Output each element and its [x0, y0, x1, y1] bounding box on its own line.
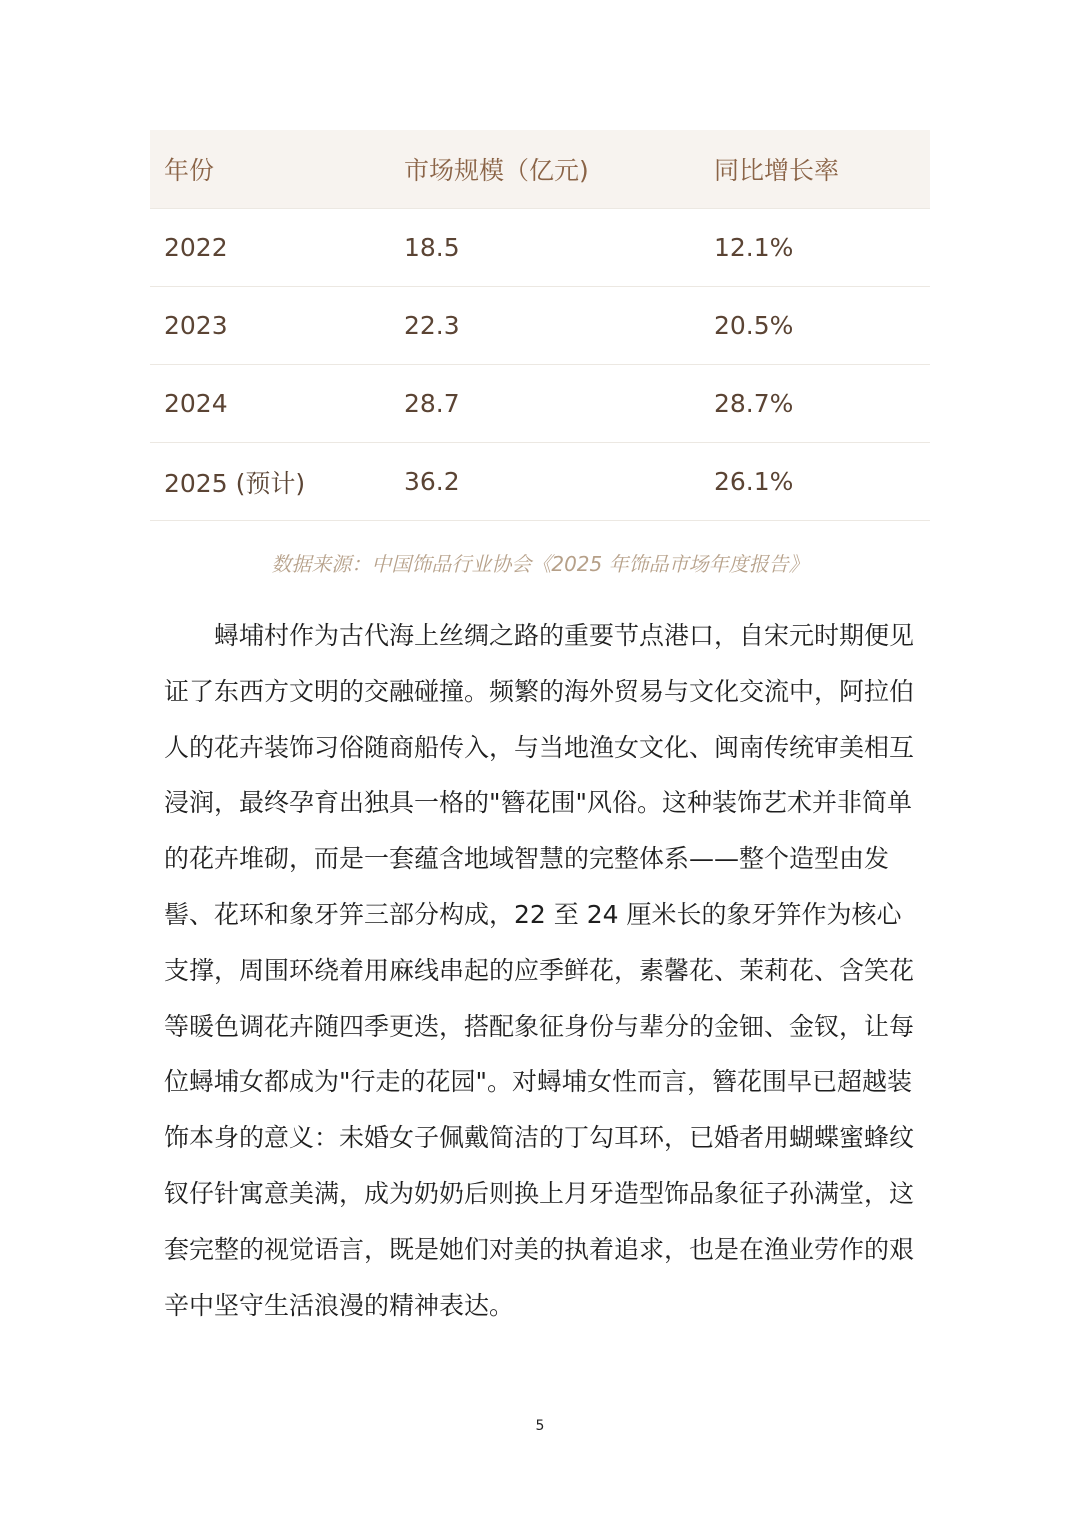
cell-market-size: 22.3 — [390, 287, 700, 365]
cell-growth-rate: 12.1% — [700, 209, 930, 287]
table-row — [150, 365, 930, 443]
table-row — [150, 443, 930, 521]
cell-growth-rate: 26.1% — [700, 443, 930, 521]
table-header-row — [150, 130, 930, 209]
cell-growth-rate: 20.5% — [700, 287, 930, 365]
cell-growth-rate: 28.7% — [700, 365, 930, 443]
cell-market-size: 28.7 — [390, 365, 700, 443]
market-size-table — [150, 130, 930, 521]
page-number: 5 — [535, 1418, 545, 1434]
header-growth-rate: 同比增长率 — [700, 130, 930, 209]
cell-year: 2023 — [150, 287, 390, 365]
table-row — [150, 209, 930, 287]
body-paragraph: 蟳埔村作为古代海上丝绸之路的重要节点港口，自宋元时期便见证了东西方文明的交融碰撞。频繁的海外贸易与文化交流中，阿拉伯人的花卉装饰习俗随商船传入，与当地渔女文化、闽南传统审美相互浸润，最终孕育出独具一格的"簪花围"风俗。这种装饰艺术并非简单的花卉堆砌，而是一套蕴含地域智慧的完整体系——整个造型由发髻、花环和象牙笄三部分构成，22 至 24 厘米长的象牙笄作为核心支撑，周围环绕着用麻线串起的应季鲜花，素馨花、茉莉花、含笑花等暖色调花卉随四季更迭，搭配象征身份与辈分的金钿、金钗，让每位蟳埔女都成为"行走的花园"。对蟳埔女性而言，簪花围早已超越装饰本身的意义：未婚女子佩戴简洁的丁勾耳环，已婚者用蝴蝶蜜蜂纹钗仔针寓意美满，成为奶奶后则换上月牙造型饰品象征子孙满堂，这套完整的视觉语言，既是她们对美的执着追求，也是在渔业劳作的艰辛中坚守生活浪漫的精神表达。 — [164, 621, 915, 1320]
header-market-size: 市场规模（亿元) — [390, 130, 700, 209]
cell-year: 2022 — [150, 209, 390, 287]
cell-market-size: 18.5 — [390, 209, 700, 287]
header-year: 年份 — [150, 130, 390, 209]
cell-year: 2025 (预计) — [150, 443, 390, 521]
table-source-note: 数据来源：中国饰品行业协会《2025 年饰品市场年度报告》 — [271, 552, 809, 576]
table-row — [150, 287, 930, 365]
cell-market-size: 36.2 — [390, 443, 700, 521]
cell-year: 2024 — [150, 365, 390, 443]
